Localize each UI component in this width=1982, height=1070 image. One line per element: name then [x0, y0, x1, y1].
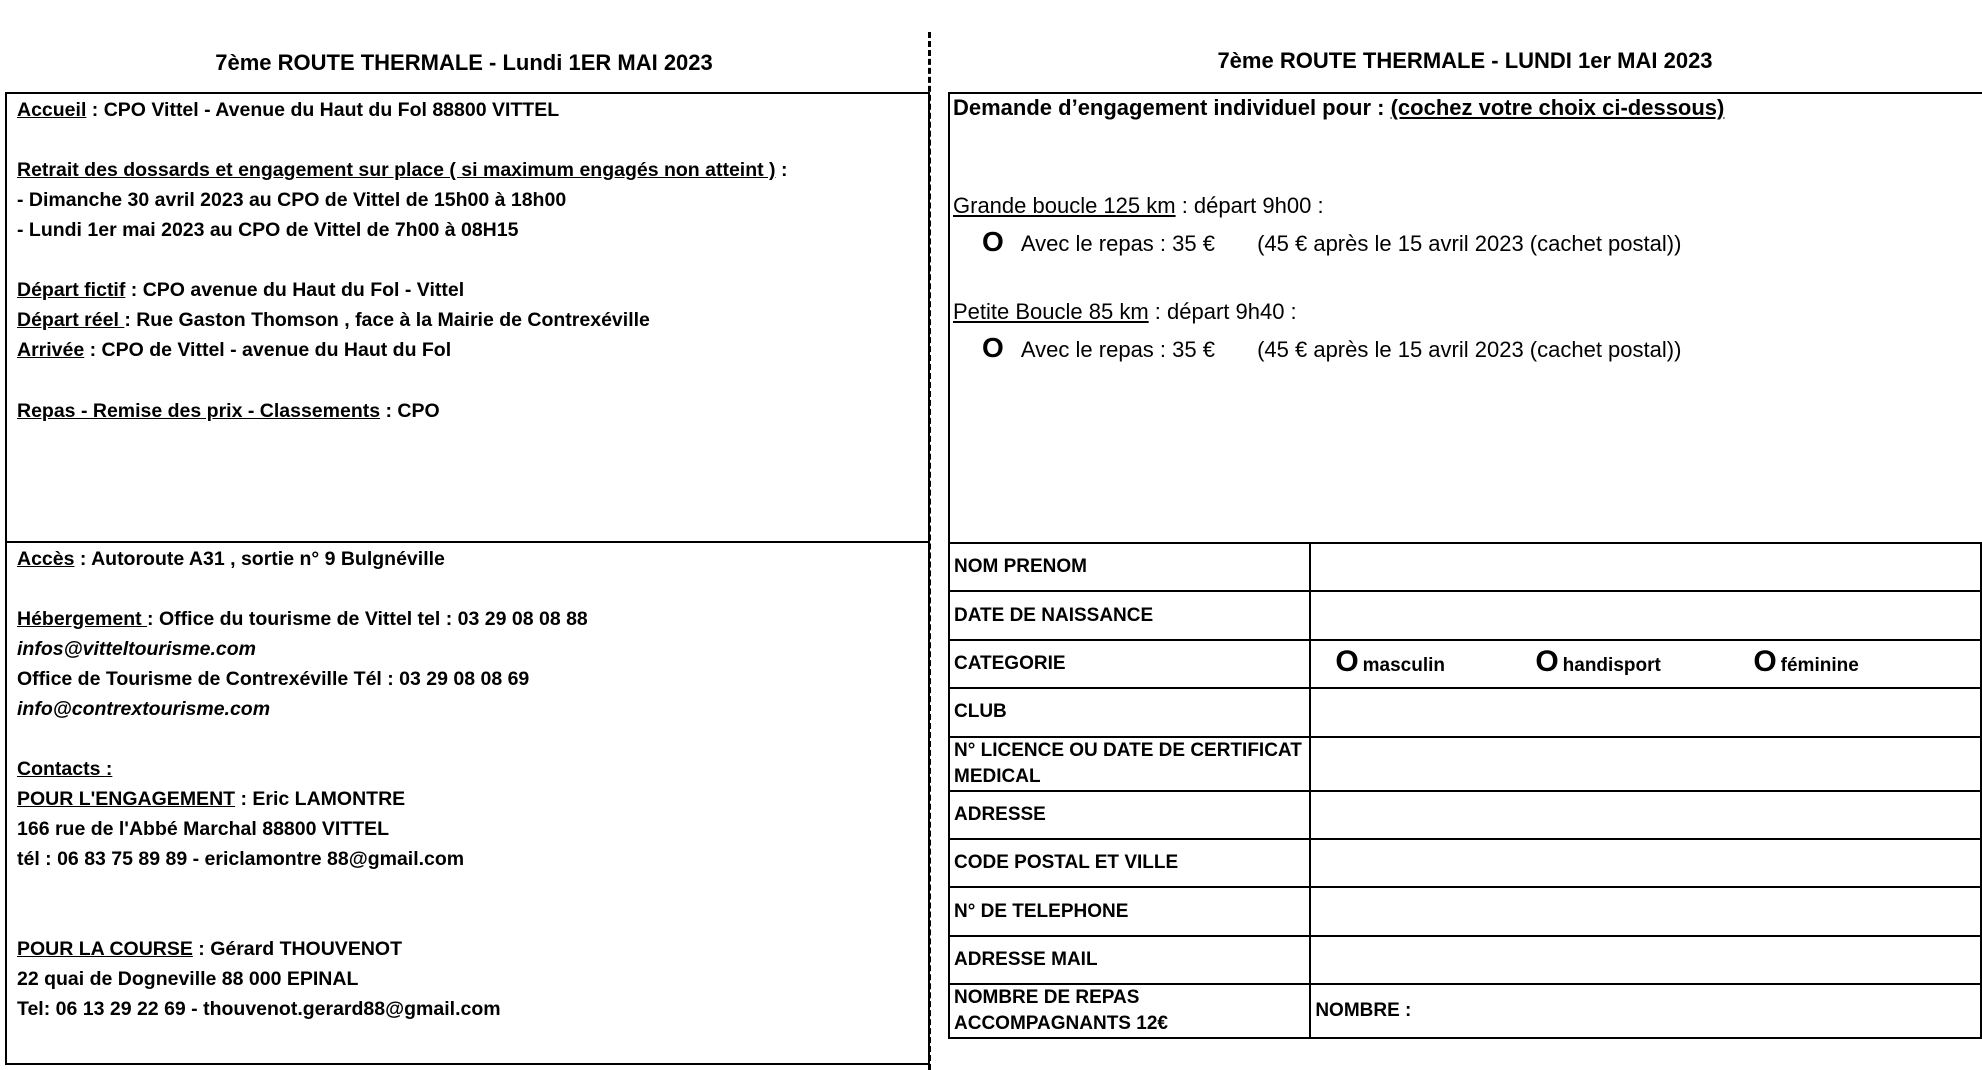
grande-boucle-line: Grande boucle 125 km : départ 9h00 : [953, 193, 1324, 218]
adresse-mail-field[interactable] [1310, 936, 1981, 984]
form-row-repas [949, 984, 1981, 1038]
petite-boucle-line: Petite Boucle 85 km : départ 9h40 : [953, 299, 1297, 324]
course-tel: Tel: 06 13 29 22 69 - thouvenot.gerard88@gmail.com [17, 998, 501, 1020]
grande-boucle-option[interactable]: O Avec le repas : 35 € (45 € après le 15 avril 2023 (cachet postal)) [982, 226, 1682, 257]
nom-prenom-label: NOM PRENOM [949, 543, 1310, 591]
licence-field[interactable] [1310, 737, 1981, 791]
engagement-tel: tél : 06 83 75 89 89 - ericlamontre 88@gmail.com [17, 848, 465, 870]
demande-heading: Demande d’engagement individuel pour : (cochez votre choix ci-dessous) [953, 95, 1725, 120]
telephone-field[interactable] [1310, 887, 1981, 935]
contrex-email-link[interactable]: info@contrextourisme.com [17, 698, 271, 720]
repas-line: Repas - Remise des prix - Classements : CPO [17, 400, 440, 422]
form-row-licence [949, 737, 1981, 791]
adresse-label: ADRESSE [949, 791, 1310, 839]
depart-fictif-line: Départ fictif : CPO avenue du Haut du Fol - Vittel [17, 279, 465, 301]
grande-boucle-radio[interactable]: O [982, 226, 1004, 257]
repas-accompagnants-label: NOMBRE DE REPAS ACCOMPAGNANTS 12€ [949, 984, 1310, 1038]
date-naissance-label: DATE DE NAISSANCE [949, 591, 1310, 639]
club-label: CLUB [949, 688, 1310, 736]
feminine-radio[interactable]: O [1753, 644, 1777, 678]
category-feminine[interactable]: O féminine [1753, 644, 1859, 678]
petite-boucle-radio[interactable]: O [982, 332, 1004, 363]
info-box [5, 92, 930, 543]
contrexeville-office-line: Office de Tourisme de Contrexéville Tél : 03 29 08 08 69 [17, 668, 530, 690]
accueil-line: Accueil : CPO Vittel - Avenue du Haut du Fol 88800 VITTEL [17, 99, 560, 121]
date-naissance-field[interactable] [1310, 591, 1981, 639]
code-postal-label: CODE POSTAL ET VILLE [949, 839, 1310, 887]
nombre-field[interactable] [1310, 984, 1981, 1038]
adresse-field[interactable] [1310, 791, 1981, 839]
hebergement-line: Hébergement : Office du tourisme de Vittel tel : 03 29 08 08 88 [17, 608, 588, 630]
form-row-nom [949, 543, 1981, 591]
engagement-address: 166 rue de l'Abbé Marchal 88800 VITTEL [17, 818, 390, 840]
nombre-label: NOMBRE : [1315, 1000, 1412, 1022]
form-row-telephone [949, 887, 1981, 935]
licence-label: N° LICENCE OU DATE DE CERTIFICAT MEDICAL [949, 737, 1310, 791]
left-title: 7ème ROUTE THERMALE - Lundi 1ER MAI 2023 [215, 50, 713, 75]
retrait-lundi: - Lundi 1er mai 2023 au CPO de Vittel de 7h00 à 08H15 [17, 219, 519, 241]
nom-prenom-field[interactable] [1310, 543, 1981, 591]
course-contact-line: POUR LA COURSE : Gérard THOUVENOT [17, 938, 402, 960]
masculin-radio[interactable]: O [1335, 644, 1359, 678]
vittel-email-link[interactable]: infos@vitteltourisme.com [17, 638, 256, 660]
arrivee-line: Arrivée : CPO de Vittel - avenue du Haut du Fol [17, 339, 452, 361]
depart-reel-line: Départ réel : Rue Gaston Thomson , face à la Mairie de Contrexéville [17, 309, 650, 331]
form-row-adresse [949, 791, 1981, 839]
form-row-naissance [949, 591, 1981, 639]
registration-form [948, 542, 1982, 1039]
petite-boucle-option[interactable]: O Avec le repas : 35 € (45 € après le 15 avril 2023 (cachet postal)) [982, 332, 1682, 363]
category-handisport[interactable]: O handisport [1535, 644, 1661, 678]
right-title: 7ème ROUTE THERMALE - LUNDI 1er MAI 2023 [1217, 48, 1713, 73]
form-row-code-postal [949, 839, 1981, 887]
retrait-dimanche: - Dimanche 30 avril 2023 au CPO de Vittel de 15h00 à 18h00 [17, 189, 567, 211]
retrait-line: Retrait des dossards et engagement sur place ( si maximum engagés non atteint ) : [17, 159, 788, 181]
category-masculin[interactable]: O masculin [1335, 644, 1446, 678]
access-box [5, 541, 930, 1065]
adresse-mail-label: ADRESSE MAIL [949, 936, 1310, 984]
contacts-heading: Contacts : [17, 758, 113, 780]
engagement-request-box [948, 92, 1982, 544]
handisport-radio[interactable]: O [1535, 644, 1559, 678]
form-row-categorie [949, 640, 1981, 688]
telephone-label: N° DE TELEPHONE [949, 887, 1310, 935]
categorie-label: CATEGORIE [949, 640, 1310, 688]
form-row-mail [949, 936, 1981, 984]
course-address: 22 quai de Dogneville 88 000 EPINAL [17, 968, 359, 990]
categorie-field [1310, 640, 1981, 688]
engagement-contact-line: POUR L'ENGAGEMENT : Eric LAMONTRE [17, 788, 406, 810]
code-postal-field[interactable] [1310, 839, 1981, 887]
club-field[interactable] [1310, 688, 1981, 736]
acces-line: Accès : Autoroute A31 , sortie n° 9 Bulgnéville [17, 548, 445, 570]
form-row-club [949, 688, 1981, 736]
